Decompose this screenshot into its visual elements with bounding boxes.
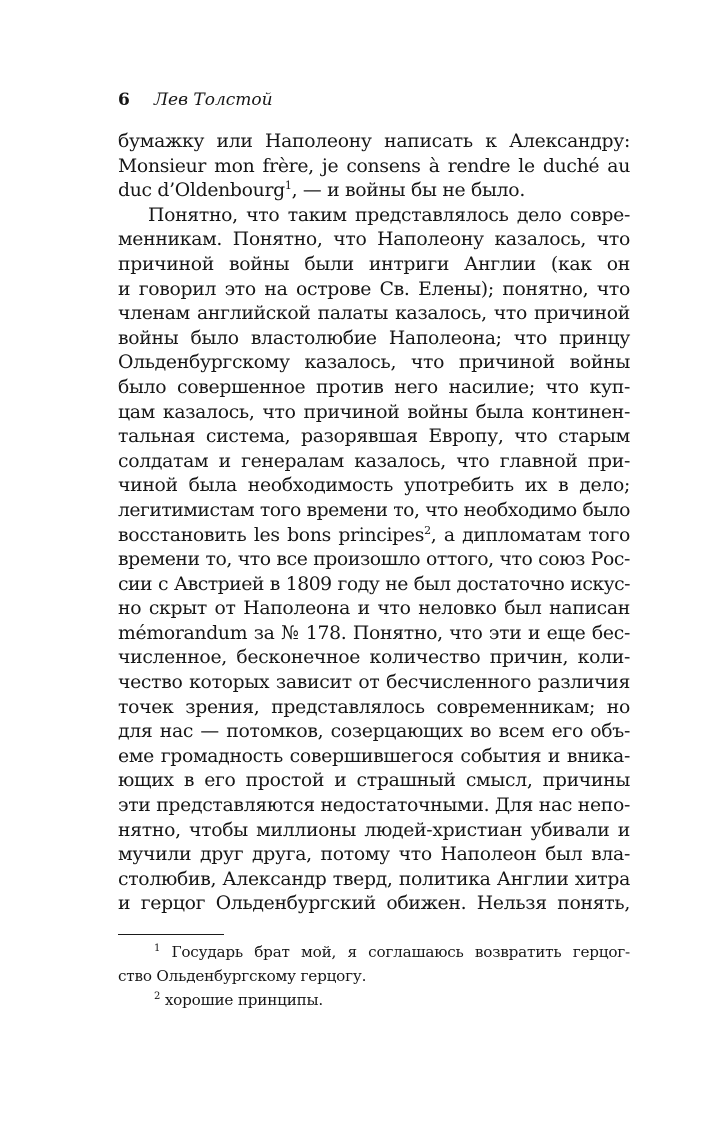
text-fragment: восстановить les bons principes xyxy=(118,524,425,546)
text-line: нятно, чтобы миллионы людей-христиан убивали и xyxy=(118,819,630,841)
footnote-1 xyxy=(118,940,630,964)
footnote-ref-1: 1 xyxy=(284,179,292,193)
text-fragment: , а дипломатам того xyxy=(430,524,630,546)
footnote-2-mark: 2 xyxy=(154,991,161,1002)
text-line: эти представляются недостаточными. Для нас непо- xyxy=(118,795,631,817)
text-line: Monsieur mon frère, je consens à rendre le duché au xyxy=(118,155,630,177)
text-line: ющих в его простой и страшный смысл, причины xyxy=(118,770,630,792)
text-line: бумажку или Наполеону написать к Александру: xyxy=(118,131,630,152)
text-line: и герцог Ольденбургский обижен. Нельзя понять, xyxy=(118,893,630,915)
footnote-1-text: Государь брат мой, я соглашаюсь возвратить герцог- xyxy=(171,943,630,961)
text-line xyxy=(118,524,630,549)
text-line: времени то, что все произошло оттого, что союз Рос- xyxy=(118,549,630,571)
text-line: Ольденбургскому казалось, что причиной войны xyxy=(118,352,630,374)
text-line: сии с Австрией в 1809 году не был достаточно искус- xyxy=(118,573,630,595)
text-line: численное, бесконечное количество причин, коли- xyxy=(118,647,630,669)
footnote-2 xyxy=(118,988,630,1012)
text-line: столюбив, Александр тверд, политика Англии хитра xyxy=(118,868,630,890)
text-line: было совершенное против него насилие; что куп- xyxy=(118,376,630,398)
text-line: членам английской палаты казалось, что причиной xyxy=(118,303,630,325)
text-fragment: duc d’Oldenbourg xyxy=(118,180,285,202)
text-line: для нас — потомков, созерцающих во всем его объ- xyxy=(118,721,630,743)
text-line: мучили друг друга, потому что Наполеон был вла- xyxy=(118,844,630,866)
text-line: цам казалось, что причиной войны была континен- xyxy=(118,401,630,423)
footnote-1-continuation: ство Ольденбургскому герцогу. xyxy=(118,967,367,985)
text-line: чиной была необходимость употребить их в дело; xyxy=(118,475,630,497)
text-fragment: , — и войны бы не было. xyxy=(291,180,525,202)
footnote-ref-2: 2 xyxy=(424,523,431,537)
footnote-divider xyxy=(118,934,224,935)
text-line: легитимистам того времени то, что необходимо было xyxy=(118,499,630,521)
text-line: и говорил это на острове Св. Елены); понятно, что xyxy=(118,278,630,300)
text-line: чество которых зависит от бесчисленного различия xyxy=(118,672,630,694)
text-line: солдатам и генералам казалось, что главной при- xyxy=(118,450,630,472)
text-line: войны было властолюбие Наполеона; что принцу xyxy=(118,327,630,349)
text-line: тальная система, разорявшая Европу, что старым xyxy=(118,426,630,448)
footnotes xyxy=(118,940,630,1012)
paragraph-first-line: Понятно, что таким представлялось дело совре- xyxy=(148,204,630,226)
running-head xyxy=(118,90,273,110)
page-number: 6 xyxy=(118,90,130,110)
book-author: Лев Толстой xyxy=(153,90,273,110)
body-text xyxy=(118,130,630,917)
footnote-1-mark: 1 xyxy=(154,943,161,954)
text-line: еме громадность совершившегося события и вника- xyxy=(118,745,630,767)
footnote-2-text: хорошие принципы. xyxy=(164,991,324,1009)
text-line: причиной войны были интриги Англии (как он xyxy=(118,253,630,275)
text-line: менникам. Понятно, что Наполеону казалось, что xyxy=(118,229,630,251)
text-line: mémorandum за № 178. Понятно, что эти и еще бес- xyxy=(118,622,630,644)
text-line: но скрыт от Наполеона и что неловко был написан xyxy=(118,598,630,620)
text-line xyxy=(118,179,630,204)
text-line: точек зрения, представлялось современникам; но xyxy=(118,696,630,718)
